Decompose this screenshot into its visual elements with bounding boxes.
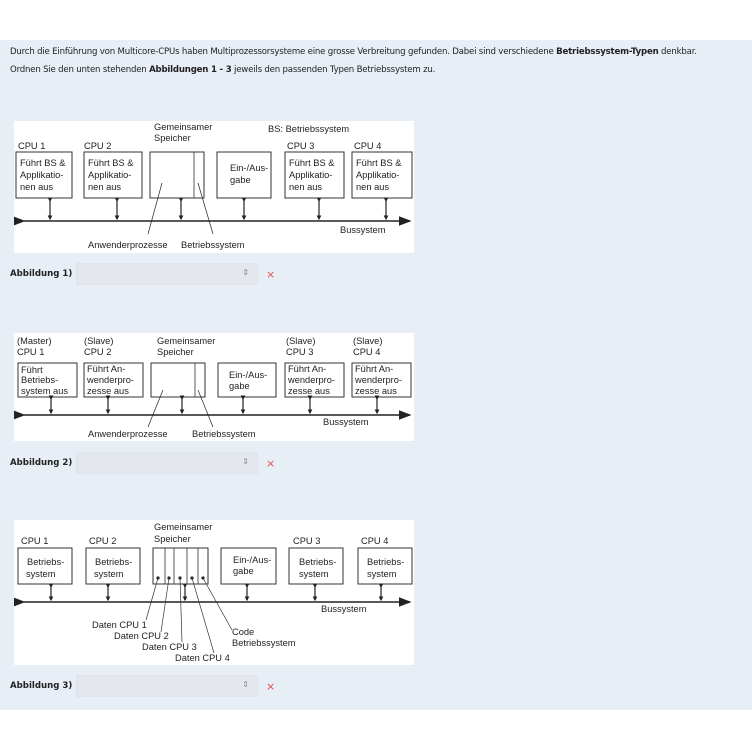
cpu-label: CPU 1	[18, 141, 46, 151]
box-text: Führt BS &	[289, 158, 335, 168]
legend: BS: Betriebssystem	[268, 124, 350, 134]
answer-select-3[interactable]	[76, 675, 258, 697]
box-text: nen aus	[356, 182, 390, 192]
intro-bold: Betriebssystem-Typen	[556, 47, 659, 57]
label: Gemeinsamer	[154, 522, 213, 532]
box-text: wenderpro-	[355, 375, 403, 385]
label: Code	[232, 627, 255, 637]
label: Speicher	[154, 534, 191, 544]
label: Speicher	[154, 133, 191, 143]
intro-text: Ordnen Sie den unten stehenden	[10, 65, 150, 75]
cpu-label: CPU 4	[361, 536, 389, 546]
box-text: Betriebs-	[299, 557, 337, 567]
label: Gemeinsamer	[157, 336, 216, 346]
cpu-label: CPU 4	[354, 141, 382, 151]
box-text: Führt BS &	[20, 158, 66, 168]
select-arrows-icon: ⇕	[242, 457, 249, 466]
io-text: gabe	[233, 566, 254, 576]
box-text: zesse aus	[355, 386, 397, 396]
box-text: nen aus	[88, 182, 122, 192]
cpu-label: CPU 1	[17, 347, 45, 357]
cpu-label: CPU 3	[286, 347, 314, 357]
box-text: Betriebs-	[367, 557, 405, 567]
box-text: Applikatio-	[20, 170, 64, 180]
answer-row-1	[10, 263, 275, 285]
cpu-label: CPU 1	[21, 536, 49, 546]
box-text: Führt An-	[87, 364, 126, 374]
figure-3-diagram	[14, 520, 414, 665]
io-text: gabe	[229, 381, 250, 391]
box-text: system aus	[21, 386, 69, 396]
answer-label: Abbildung 1)	[10, 269, 73, 279]
cpu-label: CPU 4	[353, 347, 381, 357]
label: Anwenderprozesse	[88, 240, 168, 250]
intro-bold: Abbildungen 1 - 3	[149, 65, 232, 75]
io-text: Ein-/Aus-	[229, 370, 268, 380]
label: Anwenderprozesse	[88, 429, 168, 439]
bus-label: Bussystem	[321, 604, 367, 614]
label: Speicher	[157, 347, 194, 357]
incorrect-icon: ×	[266, 267, 276, 281]
cpu-label: CPU 2	[89, 536, 117, 546]
figure-2-diagram	[14, 333, 414, 441]
figure-1-diagram	[14, 121, 414, 253]
intro-text: jeweils den passenden Typen Betriebssystem zu.	[231, 65, 436, 75]
answer-label: Abbildung 2)	[10, 458, 73, 468]
label: (Slave)	[353, 336, 383, 346]
box-text: Führt An-	[355, 364, 394, 374]
select-arrows-icon: ⇕	[242, 680, 249, 689]
io-text: Ein-/Aus-	[233, 555, 272, 565]
box-text: Führt	[21, 365, 43, 375]
box-text: wenderpro-	[288, 375, 336, 385]
box-text: system	[367, 569, 397, 579]
box-text: Applikatio-	[88, 170, 132, 180]
label: (Slave)	[286, 336, 316, 346]
box-text: system	[26, 569, 56, 579]
box-text: system	[94, 569, 124, 579]
label: Daten CPU 1	[92, 620, 147, 630]
cpu-label: CPU 3	[293, 536, 321, 546]
box-text: Betriebs-	[27, 557, 65, 567]
bus-arrows	[24, 587, 410, 602]
label: Betriebssystem	[232, 638, 296, 648]
box-text: Führt An-	[288, 364, 327, 374]
intro-text: Durch die Einführung von Multicore-CPUs haben Multiprozessorsysteme eine grosse Verbreitung gefunden. Dabei sind verschiedene	[10, 47, 557, 57]
answer-select-2[interactable]	[76, 452, 258, 474]
answer-row-3	[10, 675, 275, 697]
answer-label: Abbildung 3)	[10, 681, 73, 691]
cpu-label: CPU 2	[84, 141, 112, 151]
label: Betriebssystem	[192, 429, 256, 439]
box-text: wenderpro-	[87, 375, 135, 385]
label: (Master)	[17, 336, 52, 346]
box-text: Betriebs-	[21, 375, 59, 385]
select-arrows-icon: ⇕	[242, 268, 249, 277]
cpu-boxes	[18, 363, 411, 397]
box-text: Applikatio-	[356, 170, 400, 180]
answer-select-1[interactable]	[76, 263, 258, 285]
label: Betriebssystem	[181, 240, 245, 250]
label: Daten CPU 2	[114, 631, 169, 641]
box-text: Applikatio-	[289, 170, 333, 180]
box-text: zesse aus	[288, 386, 330, 396]
box-text: nen aus	[289, 182, 323, 192]
bus-label: Bussystem	[340, 225, 386, 235]
cpu-boxes	[18, 548, 412, 584]
bus-label: Bussystem	[323, 417, 369, 427]
cpu-boxes	[16, 152, 412, 198]
cpu-label: CPU 3	[287, 141, 315, 151]
box-text: Führt BS &	[356, 158, 402, 168]
box-text: Führt BS &	[88, 158, 134, 168]
label: Daten CPU 4	[175, 653, 230, 663]
intro-text: denkbar.	[658, 47, 697, 57]
answer-row-2	[10, 452, 275, 474]
io-text: gabe	[230, 175, 251, 185]
box-text: system	[299, 569, 329, 579]
io-text: Ein-/Aus-	[230, 163, 269, 173]
incorrect-icon: ×	[266, 456, 276, 470]
label: Gemeinsamer	[154, 122, 213, 132]
box-text: nen aus	[20, 182, 54, 192]
incorrect-icon: ×	[266, 679, 276, 693]
box-text: zesse aus	[87, 386, 129, 396]
label: Daten CPU 3	[142, 642, 197, 652]
label: (Slave)	[84, 336, 114, 346]
cpu-label: CPU 2	[84, 347, 112, 357]
box-text: Betriebs-	[95, 557, 133, 567]
question-text	[10, 43, 750, 79]
